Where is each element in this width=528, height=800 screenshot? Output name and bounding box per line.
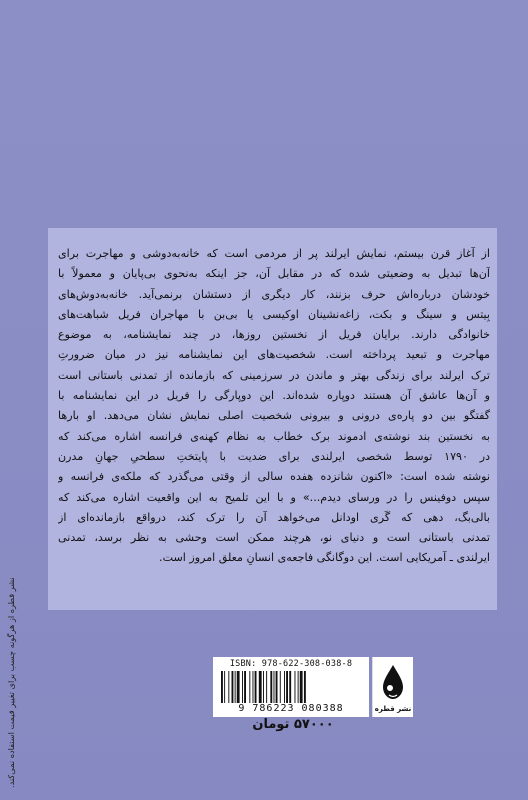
blurb-line: بِیتس و سینگ و بکت، زاغه‌نشینان اوکیسی یا بی‌بن با مهاجران فریل شباهت‌های [58, 307, 490, 321]
blurb-line: ایرلندی ـ آمریکایی است. این دوگانگی فاجعه‌ی انسانِ معلق امروز است. [159, 551, 490, 565]
blurb-line: مهاجرت و تبعید پرداخته است. شخصیت‌های این نمایشنامه نیز در میان ضرورتِ [58, 348, 490, 362]
blurb-line: در ۱۷۹۰ توسط شخصی ایرلندی برای ضدیت با پایتختِ سطحیِ جهانِ مدرن [58, 449, 490, 463]
barcode-digits: 9 786223 080388 [238, 703, 344, 714]
qatreh-logo-icon [373, 657, 413, 717]
blurb-line: از آغاز قرن بیستم، نمایش ایرلند پر از مردمی است که خانه‌به‌دوشی و مهاجرت برای [58, 247, 490, 260]
isbn-label: ISBN: 978-622-308-038-8 [229, 659, 353, 669]
side-note: نشر قطره از هرگونه چسب برای تغییر قیمت استفاده نمی‌کند. [6, 577, 16, 788]
blurb-line: خانوادگی دارند. برایان فریل از نخستین روزها، در چند نمایشنامه، به موضوع [58, 328, 490, 342]
blurb-line: و آن‌ها عاشق آن هستند دوپاره شده‌اند. این دوپارگی را فریل در این نمایشنامه با [58, 389, 490, 403]
publisher-logo [372, 657, 413, 717]
blurb-line: تمدنی باستانی است و دنیای نو، هرچند ممکن است وحشی به نظر برسد، تمدنی [58, 531, 490, 545]
blurb-line: نوشته شده است: «اکنون شانزده هفده سالی از وقتی می‌گذرد که ملکه‌ی فرانسه و [58, 470, 490, 484]
blurb-line: آن‌ها تبدیل به وضعیتی شده که در مقابل آن، جز اینکه به‌نحوی بی‌پایان و معمولاً با [58, 267, 490, 281]
isbn-barcode-block [213, 657, 369, 717]
price: ۵۷۰۰۰ تومان [252, 717, 334, 732]
svg-text:نشر قطره: نشر قطره [374, 705, 412, 713]
barcode [219, 671, 363, 703]
blurb-line: خودشان درباره‌اش حرف بزنند، کار دیگری از دستشان برنمی‌آید. خانه‌به‌دوش‌های [58, 287, 490, 301]
blurb-line: ترک ایرلند برای زندگی بهتر و ماندن در سرزمینی که بازمانده از تمدنی باستانی است [58, 368, 490, 382]
back-cover-blurb [58, 244, 490, 569]
blurb-line: سپس دوفینس را در ورسای دیدم...» و با این تلمیح به این واقعیت اشاره می‌کند که [58, 490, 490, 504]
blurb-line: گفتگو بین دو پاره‌ی درونی و بیرونی شخصیت اصلی نمایش نشان می‌دهد. او بارها [58, 409, 490, 423]
blurb-line: به نخستین بند نوشته‌ی ادموند برک خطاب به نظام کهنه‌ی فرانسه اشاره می‌کند که [58, 429, 490, 443]
blurb-line: بالی‌بگ، دهی که گَری اودانل می‌خواهد آن را ترک کند، درواقع بازمانده‌ای از [58, 510, 490, 524]
